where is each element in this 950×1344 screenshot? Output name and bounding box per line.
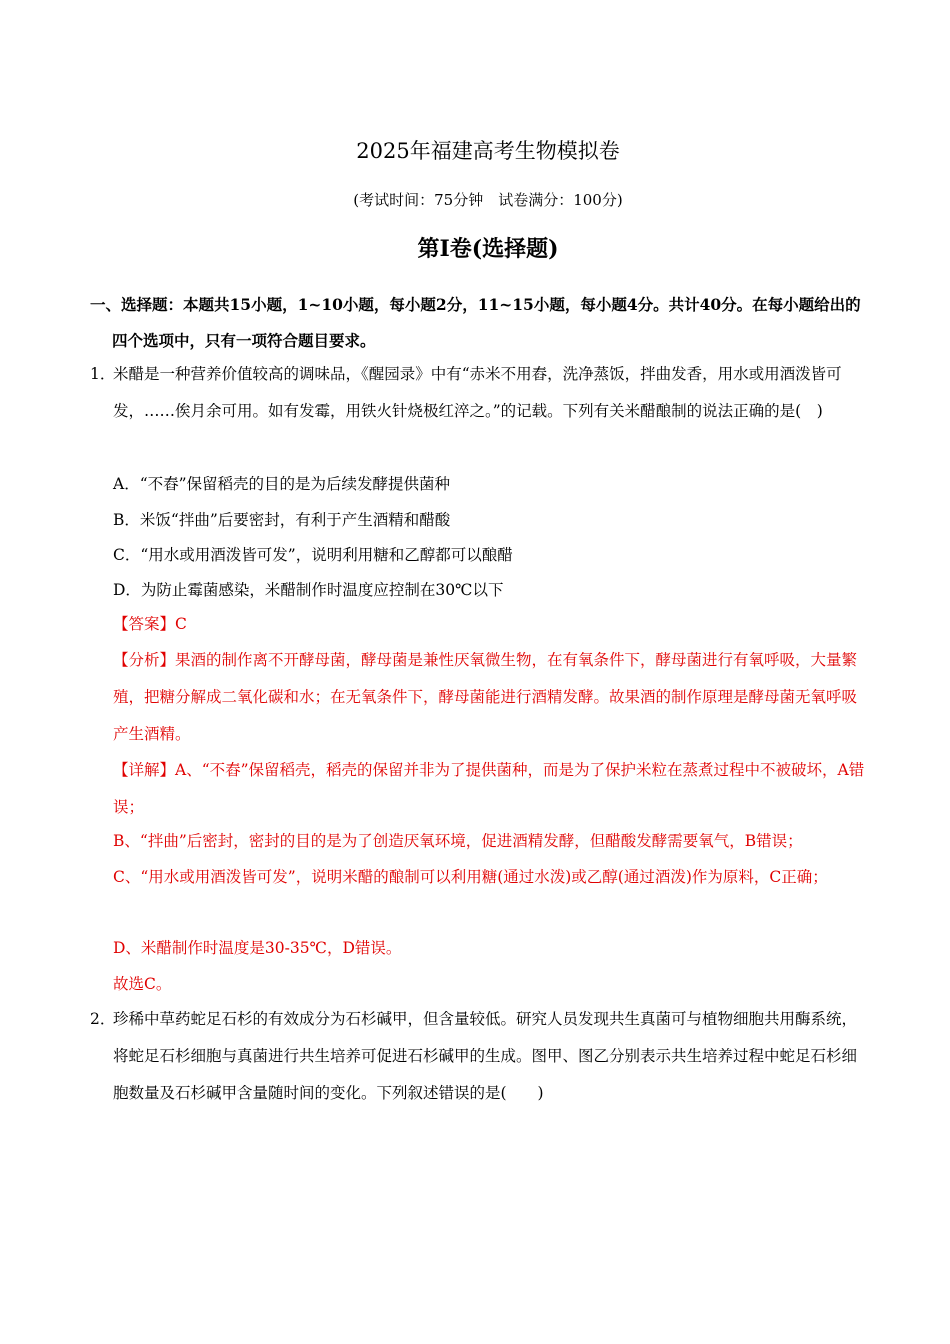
question-1-analysis: 【分析】果酒的制作离不开酵母菌，酵母菌是兼性厌氧微生物，在有氧条件下，酵母菌进行有氧呼吸，大量繁殖，把糖分解成二氧化碳和水；在无氧条件下，酵母菌能进行酒精发酵。故果酒的制作原理是酵母菌无氧呼吸产生酒精。 [113,651,858,743]
question-2-number: 2． [90,1010,116,1028]
question-2-text: 珍稀中草药蛇足石杉的有效成分为石杉碱甲，但含量较低。研究人员发现共生真菌可与植物细胞共用酶系统，将蛇足石杉细胞与真菌进行共生培养可促进石杉碱甲的生成。图甲、图乙分别表示共生培养过程中蛇足石杉细胞数量及石杉碱甲含量随时间的变化。下列叙述错误的是( ) [113,1010,858,1102]
question-1-detail-d: D、米醋制作时温度是30-35℃，D错误。 [113,939,402,957]
question-1-option-b: B．米饭“拌曲”后要密封，有利于产生酒精和醋酸 [113,511,451,529]
question-1-detail-c: C、“用水或用酒泼皆可发”，说明米醋的酿制可以利用糖(通过水泼)或乙醇(通过酒泼)作为原料，C正确； [113,868,828,886]
question-1-option-d: D．为防止霉菌感染，米醋制作时温度应控制在30℃以下 [113,581,504,599]
part-title: 第I卷(选择题) [417,236,559,262]
question-1-number: 1． [90,365,116,383]
section-heading: 一、选择题：本题共15小题，1~10小题，每小题2分，11~15小题，每小题4分。共计40分。在每小题给出的四个选项中，只有一项符合题目要求。 [90,295,861,350]
question-1-detail-a: 【详解】A、“不舂”保留稻壳，稻壳的保留并非为了提供菌种，而是为了保护米粒在蒸煮过程中不被破坏，A错误； [113,761,865,816]
question-1-answer: 【答案】C [113,615,187,633]
question-1-option-a: A．“不舂”保留稻壳的目的是为后续发酵提供菌种 [113,475,451,493]
question-1-text: 米醋是一种营养价值较高的调味品，《醒园录》中有“赤米不用舂，洗净蒸饭，拌曲发香，用水或用酒泼皆可发，……俟月余可用。如有发霉，用铁火针烧极红淬之。”的记载。下列有关米醋酿制的说法正确的是( ) [113,365,842,420]
exam-subtitle: (考试时间：75分钟 试卷满分：100分) [353,191,623,209]
question-1-option-c: C．“用水或用酒泼皆可发”，说明利用糖和乙醇都可以酿醋 [113,546,513,564]
exam-title: 2025年福建高考生物模拟卷 [356,139,620,163]
question-1-detail-b: B、“拌曲”后密封，密封的目的是为了创造厌氧环境，促进酒精发酵，但醋酸发酵需要氧气，B错误； [113,832,803,850]
question-2-stem [90,1001,862,1112]
question-1-stem [90,356,862,430]
question-1-conclusion: 故选C。 [113,975,172,993]
